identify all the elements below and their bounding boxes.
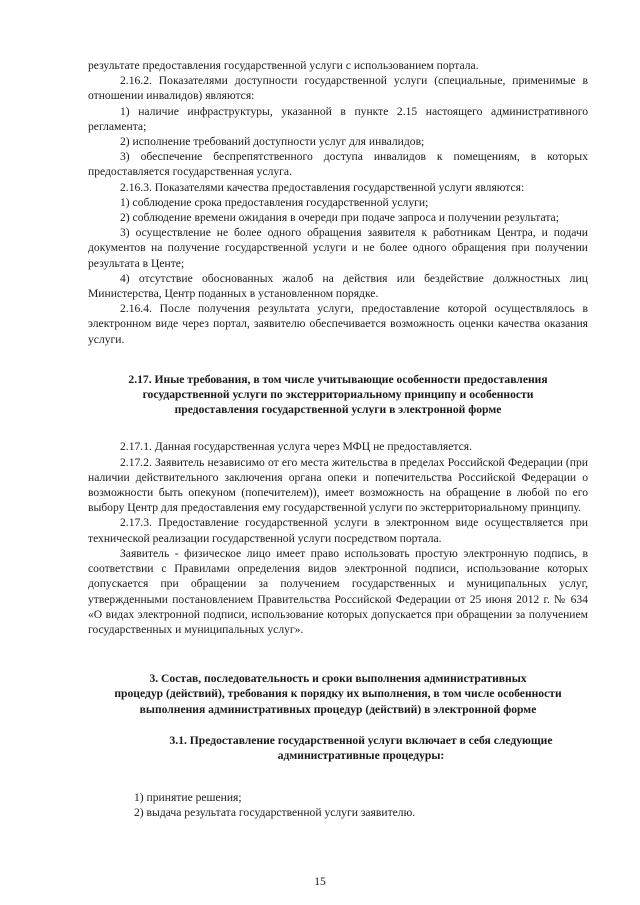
page-content (88, 58, 588, 821)
list-item-quality-2: 2) соблюдение времени ожидания в очереди при подаче запроса и получении результата; (120, 211, 559, 225)
section-heading-2-17-line-1: 2.17. Иные требования, в том числе учитывающие особенности предоставления (128, 372, 548, 386)
list-item-quality-1: 1) соблюдение срока предоставления государственной услуги; (120, 195, 429, 209)
section-heading-3-line-2: процедур (действий), требования к порядку их выполнения, в том числе особенности (114, 687, 562, 701)
procedures-list (134, 790, 588, 820)
paragraph-2-17-1: 2.17.1. Данная государственная услуга через МФЦ не предоставляется. (120, 440, 472, 454)
list-item-procedure-2: 2) выдача результата государственной услуги заявителю. (134, 806, 416, 820)
section-heading-2-17 (88, 372, 588, 418)
list-item-quality-4: 4) отсутствие обоснованных жалоб на действия или бездействие должностных лиц Министерства, Центр поданных в установленном порядке. (88, 271, 588, 301)
section-heading-3-line-3: выполнения административных процедур (действий) в электронной форме (139, 702, 537, 716)
section-heading-3 (88, 671, 588, 717)
section-heading-2-17-line-3: предоставления государственной услуги в электронной форме (174, 403, 502, 417)
list-item-procedure-1: 1) принятие решения; (134, 791, 242, 805)
paragraph-2-17-2: 2.17.2. Заявитель независимо от его места жительства в пределах Российской Федерации (при наличии действительного заключения органа опеки и попечительства Российской Федерации о возможности быть опекуном (попечителем)), имеет возможность на обращение в любой по его выбору Центр для предоставления ему государственной услуги по экстерриториальному принципу. (88, 455, 588, 515)
list-item-availability-3: 3) обеспечение беспрепятственного доступа инвалидов к помещениям, в которых предоставляется государственная услуга. (88, 150, 588, 179)
section-heading-3-line-1: 3. Состав, последовательность и сроки выполнения административных (149, 672, 527, 686)
paragraph-2-16-2: 2.16.2. Показателями доступности государственной услуги (специальные, применимые в отношении инвалидов) являются: (88, 74, 588, 103)
list-item-quality-3: 3) осуществление не более одного обращения заявителя к работникам Центра, и подачи документов на получение государственной услуги и не более одного обращения при получении результата в Центе; (88, 226, 588, 270)
paragraph-continuation: результате предоставления государственной услуги с использованием портала. (88, 59, 479, 72)
paragraph-2-17-3: 2.17.3. Предоставление государственной услуги в электронном виде осуществляется при технической реализации государственной услуги посредством портала. (88, 516, 588, 545)
section-heading-2-17-line-2: государственной услуги по экстерриториальному принципу и особенности (142, 388, 534, 402)
page-number: 15 (314, 875, 326, 888)
paragraph-electronic-signature: Заявитель - физическое лицо имеет право использовать простую электронную подпись, в соответствии с Правилами определения видов электронной подписи, использование которых допускается при обращении за получением государственных и муниципальных услуг, утвержденными постановлением Правительства Российской Федерации от 25 июня 2012 г. № 634 «О видах электронной подписи, использование которых допускается при обращении за получением государственных и муниципальных услуг». (88, 546, 588, 636)
subsection-heading-3-1: 3.1. Предоставление государственной услуги включает в себя следующие административные процедуры: (169, 733, 553, 762)
paragraph-2-16-3: 2.16.3. Показателями качества предоставления государственной услуги являются: (120, 180, 525, 194)
list-item-availability-1: 1) наличие инфраструктуры, указанной в пункте 2.15 настоящего административного регламента; (88, 104, 588, 133)
list-item-availability-2: 2) исполнение требований доступности услуг для инвалидов; (120, 135, 425, 149)
paragraph-2-16-4: 2.16.4. После получения результата услуги, предоставление которой осуществлялось в электронном виде через портал, заявителю обеспечивается возможность оценки качества оказания услуги. (88, 302, 588, 346)
